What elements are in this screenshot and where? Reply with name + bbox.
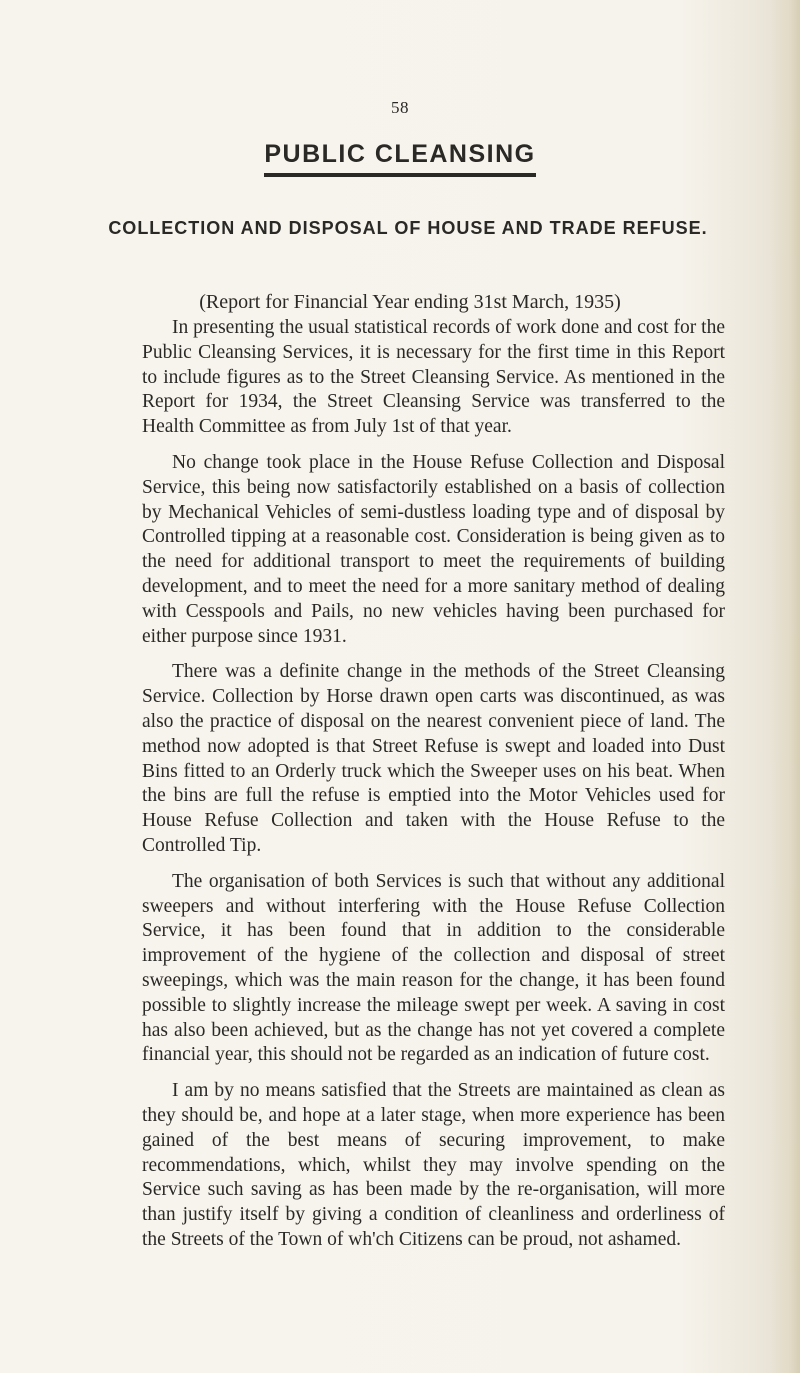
- paragraph-4: The organisation of both Services is such that without any additional sweepers and without interfering with the House Refuse Collection Service, it has been found that in addition to the considerable improvement of the hygiene of the collection and disposal of street sweepings, which was the main reason for the change, it has been found possible to slightly increase the mileage swept per week. A saving in cost has also been achieved, but as the change has not yet covered a complete financial year, this should not be regarded as an indication of future cost.: [142, 870, 725, 1066]
- paragraph-3: There was a definite change in the methods of the Street Cleansing Service. Collection by Horse drawn open carts was discontinued, as was also the practice of disposal on the nearest convenient piece of land. The method now adopted is that Street Refuse is swept and loaded into Dust Bins fitted to an Orderly truck which the Sweeper uses on his beat. When the bins are full the refuse is emptied into the Motor Vehicles used for House Refuse Collection and taken with the House Refuse to the Controlled Tip.: [142, 661, 725, 856]
- paragraph-2: No change took place in the House Refuse Collection and Disposal Service, this being now satisfactorily established on a basis of collection by Mechanical Vehicles of semi-dustless loading type and of disposal by Controlled tipping at a reasonable cost. Consideration is being given as to the need for additional transport to meet the requirements of building development, and to meet the need for a more sanitary method of dealing with Cesspools and Pails, no new vehicles having been purchased for either purpose since 1931.: [142, 451, 725, 647]
- page-number: 58: [391, 98, 409, 117]
- paragraph-1: In presenting the usual statistical records of work done and cost for the Public Cleansing Services, it is necessary for the first time in this Report to include figures as to the Street Cleansing Service. As mentioned in the Report for 1934, the Street Cleansing Service was transferred to the Health Committee as from July 1st of that year.: [142, 317, 725, 438]
- section-heading-text: PUBLIC CLEANSING: [264, 140, 535, 177]
- section-heading: [0, 140, 800, 177]
- body-text: [142, 316, 725, 1264]
- report-period-note: (Report for Financial Year ending 31st March, 1935): [199, 291, 621, 313]
- paragraph-5: I am by no means satisfied that the Streets are maintained as clean as they should be, and hope at a later stage, when more experience has been gained of the best means of securing improvement, to make recommendations, which, whilst they may involve spending on the Service such saving as has been made by the re-organisation, will more than justify itself by giving a condition of cleanliness and orderliness of the Streets of the Town of wh'ch Citizens can be proud, not ashamed.: [142, 1080, 725, 1250]
- section-subheading: COLLECTION AND DISPOSAL OF HOUSE AND TRADE REFUSE.: [108, 218, 708, 238]
- page-edge-shadow: [772, 0, 800, 1373]
